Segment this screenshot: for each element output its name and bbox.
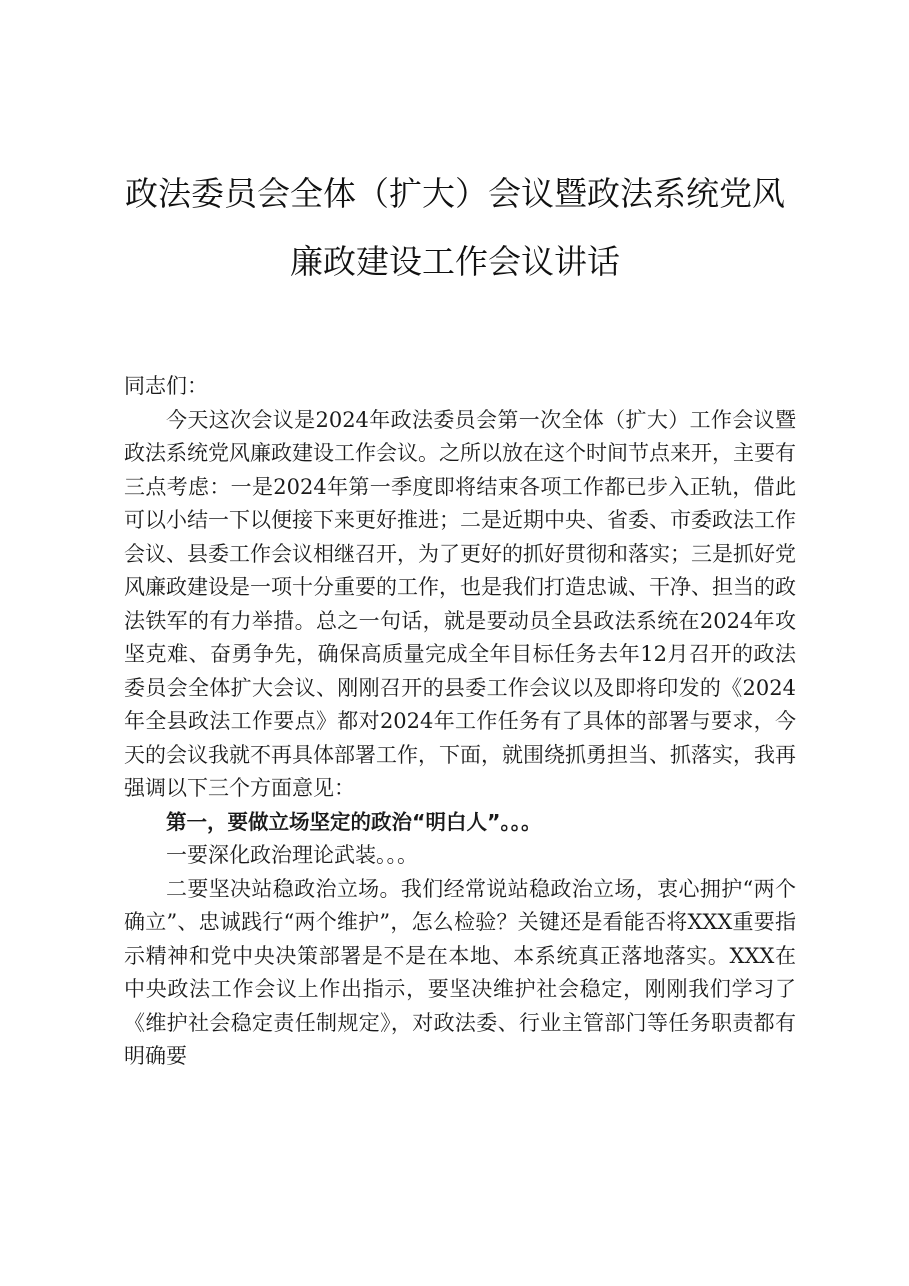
document-title-line-1: 政法委员会全体（扩大）会议暨政法系统党风: [125, 174, 785, 213]
section-heading: 第一，要做立场坚定的政治“明白人”。。。: [166, 809, 542, 834]
body-paragraph-point-1: 一要深化政治理论武装。。。: [166, 843, 418, 867]
body-paragraph: 今天这次会议是2024年政法委员会第一次全体（扩大）工作会议暨政法系统党风廉政建设工作会议。之所以放在这个时间节点来开，主要有三点考虑：一是2024年第一季度即将结束各项工作都已步入正轨，借此可以小结一下以便接下来更好推进；二是近期中央、省委、市委政法工作会议、县委工作会议相继召开，为了更好的抓好贯彻和落实；三是抓好党风廉政建设是一项十分重要的工作，也是我们打造忠诚、干净、担当的政法铁军的有力举措。总之一句话，就是要动员全县政法系统在2024年攻坚克难、奋勇争先，确保高质量完成全年目标任务去年12月召开的政法委员会全体扩大会议、刚刚召开的县委工作会议以及即将印发的《2024年全县政法工作要点》都对2024年工作任务有了具体的部署与要求，今天的会议我就不再具体部署工作，下面，就围绕抓勇担当、抓落实，我再强调以下三个方面意见：: [124, 407, 796, 800]
salutation: 同志们：: [124, 374, 208, 398]
document-body: [124, 370, 796, 1074]
body-paragraph-point-2: 二要坚决站稳政治立场。我们经常说站稳政治立场，衷心拥护“两个确立”、忠诚践行“两个维护”，怎么检验？关键还是看能否将XXX重要指示精神和党中央决策部署是不是在本地、本系统真正落地落实。XXX在中央政法工作会议上作出指示，要坚决维护社会稳定，刚刚我们学习了《维护社会稳定责任制规定》，对政法委、行业主管部门等任务职责都有明确要: [124, 876, 796, 1068]
document-title-line-2: 廉政建设工作会议讲话: [290, 242, 620, 281]
